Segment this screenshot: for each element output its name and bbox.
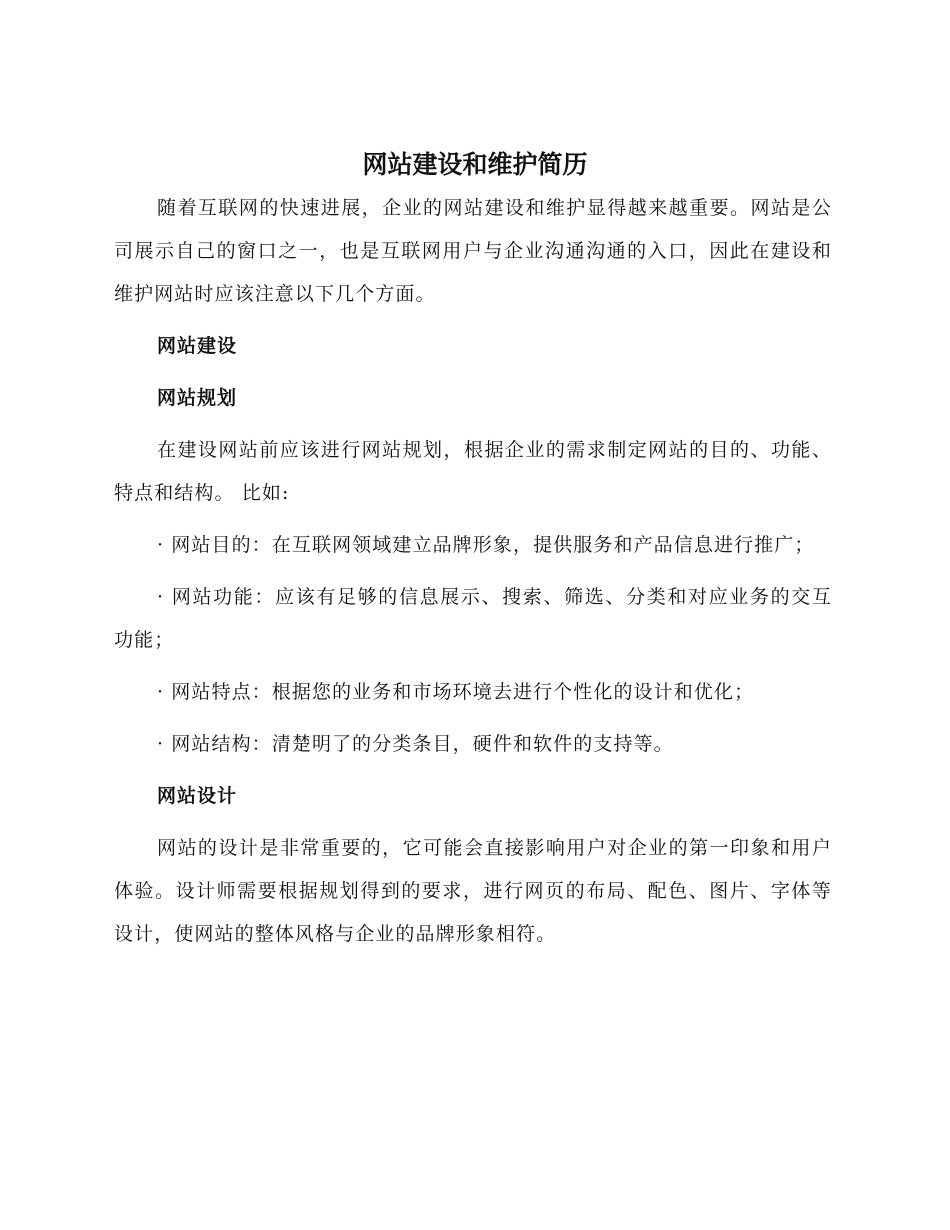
document-body <box>114 187 832 956</box>
subsection-heading-design: 网站设计 <box>157 785 238 807</box>
subsection-heading-planning: 网站规划 <box>157 387 238 409</box>
bullet-item-function: · 网站功能：应该有足够的信息展示、搜索、筛选、分类和对应业务的交互功能； <box>114 586 832 651</box>
section-heading-construction: 网站建设 <box>157 335 238 357</box>
planning-paragraph: 在建设网站前应该进行网站规划，根据企业的需求制定网站的目的、功能、特点和结构。 比如: <box>114 439 832 504</box>
bullet-item-purpose: · 网站目的：在互联网领域建立品牌形象，提供服务和产品信息进行推广； <box>157 534 815 556</box>
design-paragraph: 网站的设计是非常重要的，它可能会直接影响用户对企业的第一印象和用户体验。设计师需要根据规划得到的要求，进行网页的布局、配色、图片、字体等设计，使网站的整体风格与企业的品牌形象相符。 <box>114 837 832 945</box>
intro-paragraph: 随着互联网的快速进展，企业的网站建设和维护显得越来越重要。网站是公司展示自己的窗口之一，也是互联网用户与企业沟通沟通的入口，因此在建设和维护网站时应该注意以下几个方面。 <box>114 197 832 305</box>
document-title: 网站建设和维护简历 <box>362 150 588 179</box>
bullet-item-features: · 网站特点：根据您的业务和市场环境去进行个性化的设计和优化； <box>157 681 755 703</box>
bullet-item-structure: · 网站结构：清楚明了的分类条目，硬件和软件的支持等。 <box>157 733 674 755</box>
